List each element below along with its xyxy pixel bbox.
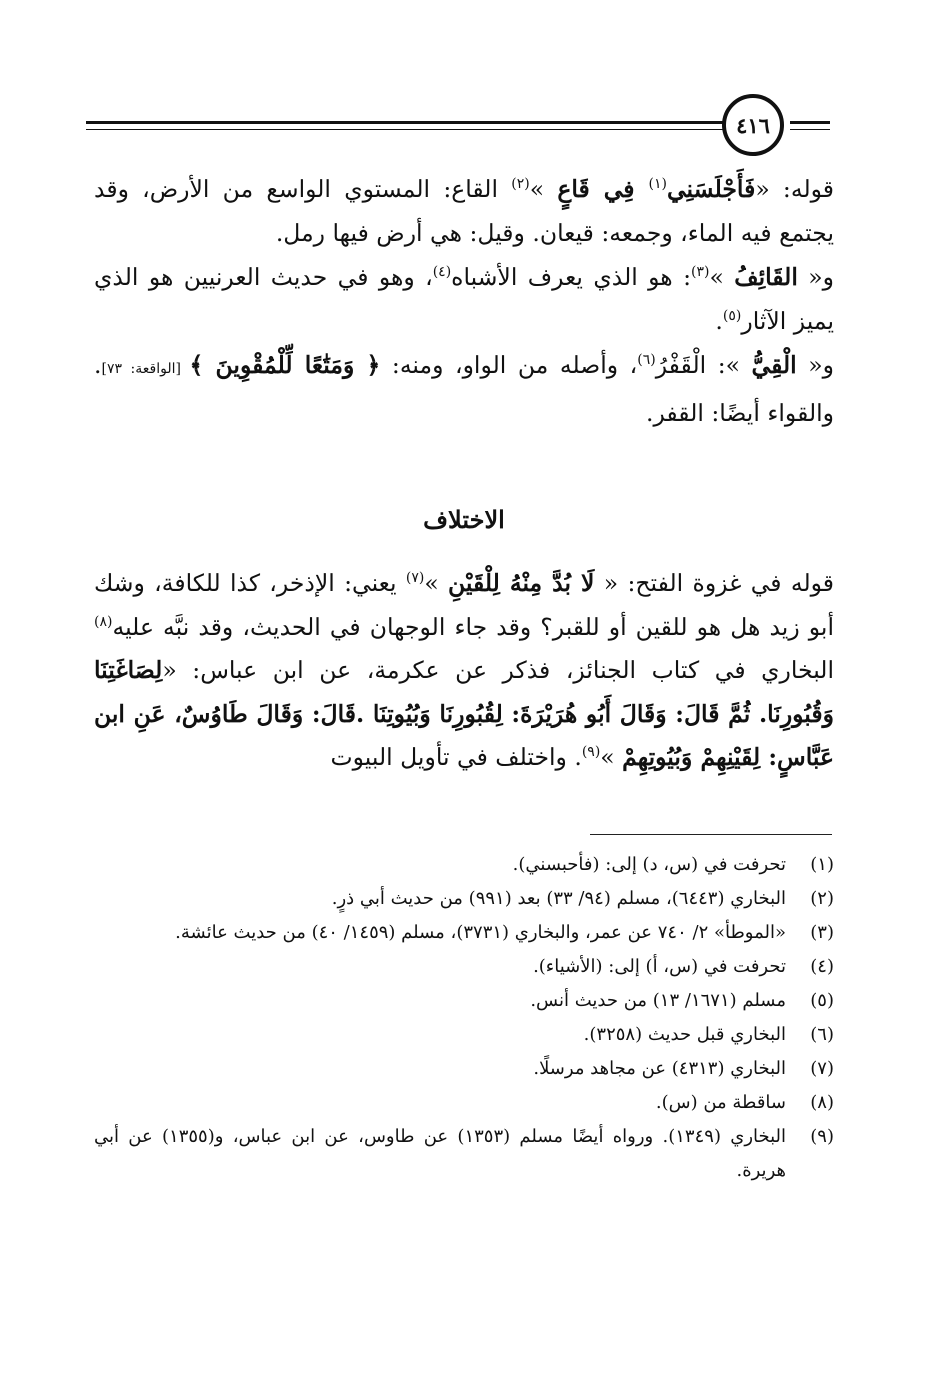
quran-verse: ﴿ وَمَتَٰعًا لِّلْمُقْوِينَ ﴾ [189,351,381,379]
text: » [424,569,449,597]
quote-term: فَأَجْلَسَنِي [666,175,756,203]
text: و« [796,351,835,379]
quote-term: لَا بُدَّ مِنْهُ لِلْقَيْنِ [448,569,595,597]
quote-term: فِي قَاعٍ [557,175,649,203]
main-text-top [94,168,834,435]
footnote-item [94,1018,834,1052]
quote-term: الْقِيُّ [751,351,797,379]
text: : هو الذي يعرف الأشباه [451,263,692,291]
main-text-bottom [94,562,834,780]
footnote-item [94,882,834,916]
header-rule-right-thin [790,129,830,130]
footnote-ref: (٦) [637,352,656,369]
footnote-ref: (٢) [511,176,530,193]
footnote-text: ساقطة من (س). [655,1092,786,1113]
footnote-ref: (٧) [405,570,425,587]
footnote-text: البخاري قبل حديث (٣٢٥٨). [583,1024,786,1045]
footnote-number: (١) [810,854,834,875]
text: يعني: الإذخر، كذا للكافة، وشك أبو زيد هل هو للقين أو للقبر؟ وقد جاء الوجهان في الحديث، وقد نبَّه عليه [94,569,834,641]
footnote-text: البخاري (٤٣١٣) عن مجاهد مرسلًا. [533,1058,786,1079]
text: ، وهو في حديث العرنيين هو الذي يميز الآثار [94,263,834,335]
footnote-text: البخاري (٦٤٤٣)، مسلم (٩٤/ ٣٣) بعد (٩٩١) من حديث أبي ذرٍ. [331,888,786,909]
footnote-number: (٩) [810,1126,834,1147]
footnote-item [94,950,834,984]
section-title: الاختلاف [423,505,505,534]
text: » [529,175,558,203]
footnote-ref: (١) [648,176,667,193]
footnote-text: البخاري (١٣٤٩). ورواه أيضًا مسلم (١٣٥٣) عن طاوس، عن ابن عباس، و(١٣٥٥) عن أبي هريرة. [94,1126,787,1181]
text: »: الْقَفْرُ [655,351,752,379]
footnote-number: (٨) [810,1092,834,1113]
footnote-text: تحرفت في (س، د) إلى: (فأحبسني). [512,854,786,875]
footnote-item [94,916,834,950]
footnote-text: مسلم (١٦٧١/ ١٣) من حديث أنس. [530,990,786,1011]
header-rule-right-thick [790,121,830,124]
footnote-number: (٦) [810,1024,834,1045]
text: ، وأصله من الواو، ومنه: [380,351,638,379]
header-rule-thin [86,129,726,130]
footnote-item [94,1052,834,1086]
text: . [715,306,723,335]
footnote-ref: (٨) [94,613,113,630]
paragraph-qiy [94,344,834,435]
footnote-text: تحرفت في (س، أ) إلى: (الأشياء). [533,956,786,977]
paragraph-qaif [94,256,834,343]
quote-term: القَائِفُ [734,263,798,291]
text: . والقواء أيضًا: القفر. [94,351,834,427]
footnote-ref: (٩) [581,744,601,761]
text: و« [797,263,834,291]
footnote-number: (٤) [810,956,834,977]
footnote-item [94,1086,834,1120]
paragraph-qaa [94,168,834,255]
hadith-quote: لِصَاغَتِنَا وَقُبُورِنَا. ثُمَّ قَالَ: وَقَالَ أَبُو هُرَيْرَةَ: لِقُبُورِنَا وَبُيُوتِنَا .قَالَ: وَقَالَ طَاوُسٌ، عَنِ ابن عَبَّاسٍ: لِقَيْنِهِمْ وَبُيُوتِهِمْ [94,656,834,771]
text: قوله: « [755,175,834,203]
footnote-ref: (٤) [432,264,452,281]
footnote-number: (٢) [810,888,834,909]
header-rule-thick [86,121,726,124]
text: قوله في غزوة الفتح: « [594,569,834,597]
text: البخاري في كتاب الجنائز، فذكر عن عكرمة، عن ابن عباس: « [162,656,834,684]
footnote-number: (٧) [810,1058,834,1079]
footnote-item [94,984,834,1018]
footnote-number: (٥) [810,990,834,1011]
paragraph-qayn [94,562,834,780]
footnote-ref: (٣) [691,264,710,281]
footnote-item [94,1120,834,1188]
text: » [600,743,623,771]
text: . واختلف في تأويل البيوت [330,743,582,771]
text: القاع: المستوي الواسع من الأرض، وقد يجتمع فيه الماء، وجمعه: قيعان. وقيل: هي أرض فيها رمل. [94,175,834,247]
footnote-item [94,848,834,882]
text: » [709,263,735,291]
page-number: ٤١٦ [722,94,784,156]
page-header [86,84,830,164]
footnote-number: (٣) [810,922,834,943]
footnotes [94,848,834,1188]
verse-reference: [الواقعة: ٧٣] [101,361,190,377]
footnote-separator [590,834,832,835]
footnote-ref: (٥) [722,307,742,324]
footnote-text: «الموطأ» ٢/ ٧٤٠ عن عمر، والبخاري (٣٧٣١)، مسلم (١٤٥٩/ ٤٠) من حديث عائشة. [175,922,786,943]
